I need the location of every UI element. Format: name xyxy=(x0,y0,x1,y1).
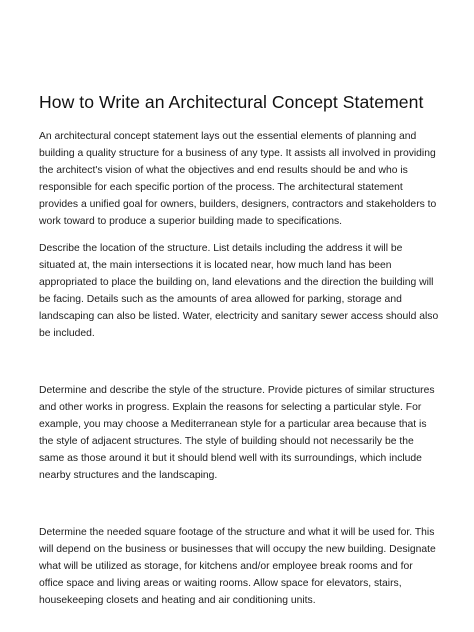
paragraph-intro: An architectural concept statement lays out the essential elements of planning and building a quality structure for a business of any type. It assists all involved in providing the architect's vision of what the objectives and end results should be and who is responsible for each specific portion of the process. The architectural statement provides a unified goal for owners, builders, designers, contractors and stakeholders to work toward to produce a superior building made to specifications. xyxy=(39,131,437,227)
paragraph-location: Describe the location of the structure. List details including the address it will be situated at, the main intersections it is located near, how much land has been appropriated to place the building on, land elevations and the direction the building will be facing. Details such as the amounts of area allowed for parking, storage and landscaping can also be listed. Water, electricity and sanitary sewer access should also be included. xyxy=(39,243,439,339)
paragraph-style: Determine and describe the style of the structure. Provide pictures of similar structures and other works in progress. Explain the reasons for selecting a particular style. For example, you may choose a Mediterranean style for a particular area because that is the style of adjacent structures. The style of building should not necessarily be the same as those around it but it should blend well with its surroundings, which include nearby structures and the landscaping. xyxy=(39,385,435,481)
paragraph-square-footage: Determine the needed square footage of the structure and what it will be used for. This will depend on the business or businesses that will occupy the new building. Designate what will be utilized as storage, for kitchens and/or employee break rooms and for office space and living areas or waiting rooms. Allow space for elevators, stairs, housekeeping closets and heating and air conditioning units. xyxy=(39,527,436,606)
document-title: How to Write an Architectural Concept Statement xyxy=(39,92,424,112)
